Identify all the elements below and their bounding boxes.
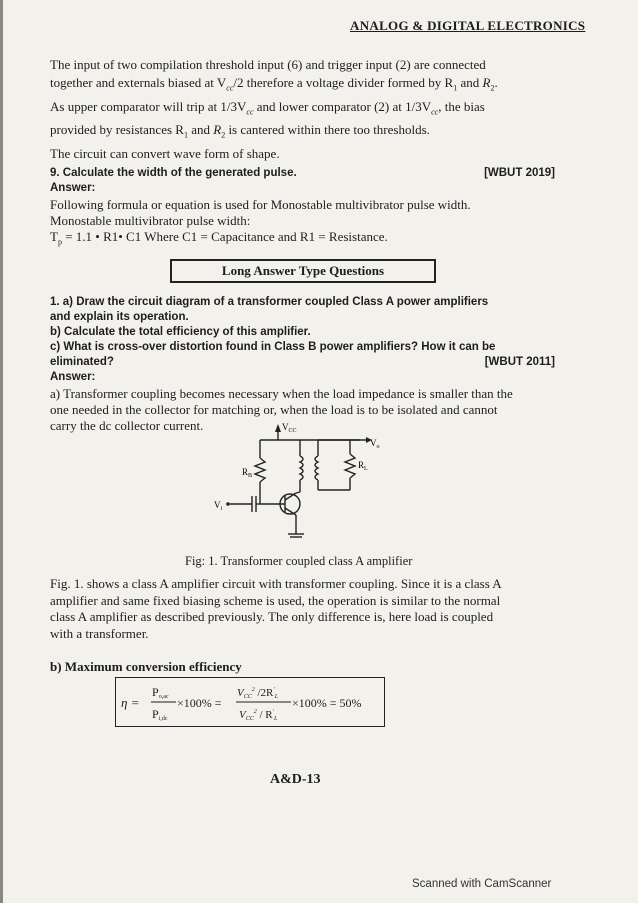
q1-a: 1. a) Draw the circuit diagram of a transformer coupled Class A power amplifiers bbox=[50, 296, 489, 308]
vcc-arrow-icon bbox=[275, 424, 281, 432]
scanner-footer: Scanned with CamScanner bbox=[412, 878, 552, 890]
q9-line-2: Monostable multivibrator pulse width: bbox=[50, 213, 251, 228]
q1-b: b) Calculate the total efficiency of this amplifier. bbox=[50, 326, 311, 338]
formula-den1: Pi,dc bbox=[152, 707, 168, 722]
q1-c2: eliminated? bbox=[50, 356, 114, 368]
q9-line-1: Following formula or equation is used for Monostable multivibrator pulse width. bbox=[50, 197, 471, 212]
figure-caption: Fig: 1. Transformer coupled class A amplifier bbox=[185, 554, 413, 568]
formula-num2: VCC$^2$ $/2R'_L$ bbox=[237, 687, 279, 700]
fig-explanation-line-4: with a transformer. bbox=[50, 625, 149, 641]
label-rl: $R_L$ bbox=[358, 460, 368, 472]
label-rb: $R_B$ bbox=[242, 467, 253, 479]
intro-paragraph bbox=[50, 56, 555, 163]
question-1-tag: [WBUT 2011] bbox=[484, 356, 555, 368]
efficiency-formula-box bbox=[115, 677, 385, 727]
fig-explanation-line-1: Fig. 1. shows a class A amplifier circuit with transformer coupling. Since it is a class A bbox=[50, 576, 502, 591]
q9-line-3: $T_p = 1.1$ • R1• C1 Where C1 = Capacitance and R1 = Resistance. bbox=[50, 229, 388, 247]
q1-answer-label: Answer: bbox=[50, 371, 96, 383]
formula-num1: Po,ac bbox=[152, 685, 169, 700]
section-title-box bbox=[170, 259, 436, 283]
q1-a2: and explain its operation. bbox=[50, 311, 189, 323]
transformer-coupled-amplifier-circuit bbox=[200, 418, 440, 553]
formula-mult1: ×100% = bbox=[177, 696, 222, 710]
q1-answer-line-2: one needed in the collector for matching or, when the load is to be isolated and cannot bbox=[50, 402, 498, 417]
fig-explanation-line-3: class A amplifier as described previously. The only difference is, here load is coupled bbox=[50, 609, 494, 624]
intro-line-1: The input of two compilation threshold input (6) and trigger input (2) are connected bbox=[50, 57, 486, 72]
page-number: A&D-13 bbox=[270, 772, 321, 787]
efficiency-formula bbox=[116, 678, 384, 726]
scan-left-edge bbox=[0, 0, 3, 903]
intro-line-4: provided by resistances $R_1$ and $R_2$ is cantered within there too thresholds. bbox=[50, 122, 430, 140]
question-9-tag: [WBUT 2019] bbox=[484, 167, 555, 179]
question-9-answer-label: Answer: bbox=[50, 182, 96, 194]
question-9 bbox=[50, 166, 555, 181]
fig-explanation-line-2: amplifier and same fixed biasing scheme is used, the operation is similar to the normal bbox=[50, 592, 501, 608]
q1-answer-line-1: a) Transformer coupling becomes necessary when the load impedance is smaller than the bbox=[50, 386, 513, 401]
label-vi: $V_i$ bbox=[214, 500, 223, 512]
intro-line-5: The circuit can convert wave form of shape. bbox=[50, 145, 280, 161]
q1-c2-row bbox=[50, 355, 555, 370]
part-b-title: b) Maximum conversion efficiency bbox=[50, 659, 242, 674]
formula-mult2: ×100% = 50% bbox=[292, 696, 362, 710]
question-1 bbox=[50, 295, 555, 385]
intro-line-3: As upper comparator will trip at $1/3V_{cc}$ and lower comparator (2) at $1/3V_{cc}$, the bias bbox=[50, 98, 485, 117]
label-vcc: $V_{CC}$ bbox=[282, 422, 297, 434]
intro-line-2: together and externals biased at $V_{cc}/2$ therefore a voltage divider formed by $R_1$ and $R_2$. bbox=[50, 75, 498, 93]
question-9-text: 9. Calculate the width of the generated pulse. bbox=[50, 167, 297, 179]
q1-answer-line-3: carry the dc collector current. bbox=[50, 418, 204, 433]
label-vo: $V_o$ bbox=[370, 438, 380, 450]
formula-eta: η = bbox=[121, 695, 140, 710]
q1-c: c) What is cross-over distortion found in Class B power amplifiers? How it can be bbox=[50, 341, 496, 353]
section-title: Long Answer Type Questions bbox=[221, 263, 385, 278]
vi-terminal-icon bbox=[226, 502, 230, 506]
figure-explanation bbox=[50, 576, 555, 642]
question-9-answer bbox=[50, 197, 555, 251]
formula-den2: $VCC^2 / R'_L$ bbox=[239, 709, 278, 722]
running-header: ANALOG & DIGITAL ELECTRONICS bbox=[350, 18, 586, 33]
